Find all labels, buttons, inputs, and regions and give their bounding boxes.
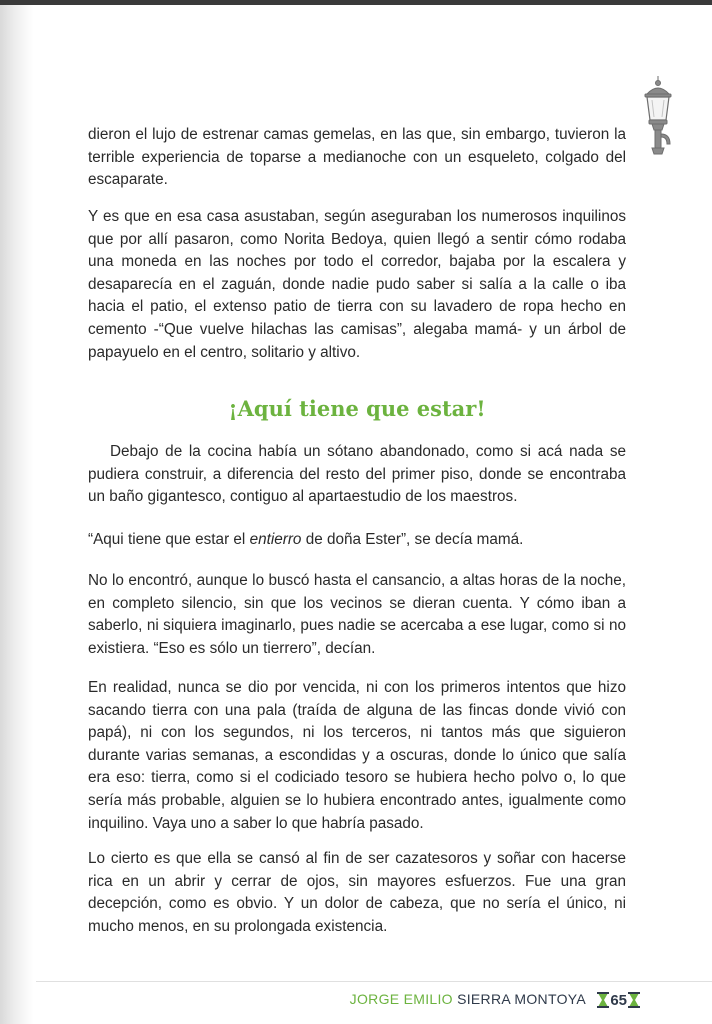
paragraph-4-start: “Aqui tiene que estar el: [88, 531, 250, 548]
paragraph-5: No lo encontró, aunque lo buscó hasta el cansancio, a altas horas de la noche, en completo silencio, sin que los vecinos se dieran cuenta. Y cómo iban a saberlo, ni siquiera imaginarlo, pues nadie se acercaba a ese lugar, como si no existiera. “Eso es sólo un tierrero”, decían.: [88, 572, 626, 657]
paragraph-1: dieron el lujo de estrenar camas gemelas, en las que, sin embargo, tuvieron la terrible experiencia de toparse a medianoche con un esqueleto, colgado del escaparate.: [88, 126, 626, 189]
page-number-block: [597, 990, 640, 1010]
paragraph-2: Y es que en esa casa asustaban, según aseguraban los numerosos inquilinos que por allí pasaron, como Norita Bedoya, quien llegó a sentir cómo rodaba una moneda en las noches por todo el corredor, bajaba por la escalera y desaparecía en el zaguán, donde nadie pudo saber si salía a la calle o iba hacia el patio, el extenso patio de tierra con su lavadero de ropa hecho en cemento -“Que vuelve hilachas las camisas”, alegaba mamá- y un árbol de papayuelo en el centro, solitario y altivo.: [88, 208, 626, 361]
paragraph-7: Lo cierto es que ella se cansó al fin de ser cazatesoros y soñar con hacerse rica en un abrir y cerrar de ojos, sin mayores esfuerzos. Fue una gran decepción, como es obvio. Y un dolor de cabeza, que no sería el único, ni mucho menos, en su prolongada existencia.: [88, 850, 626, 935]
author-name: [350, 991, 586, 1007]
footer-divider: [36, 981, 712, 982]
page-number: 65: [610, 991, 627, 1009]
paragraph-4-italic: entierro: [249, 531, 302, 548]
paragraph-4-end: de doña Ester”, se decía mamá.: [301, 531, 524, 548]
page-gutter-shadow: [0, 5, 34, 1024]
paragraph-3: Debajo de la cocina había un sótano abandonado, como si acá nada se pudiera construir, a diferencia del resto del primer piso, donde se encontraba un baño gigantesco, contiguo al apartaestudio de los maestros.: [88, 443, 626, 506]
author-first-name: JORGE EMILIO: [349, 991, 453, 1007]
paragraph-6: En realidad, nunca se dio por vencida, ni con los primeros intentos que hizo sacando tierra con una pala (traída de alguna de las fincas donde vivió con papá), ni con los segundos, ni los terceros, ni tantos más que siguieron durante varias semanas, a escondidas y a oscuras, donde lo único que salía era eso: tierra, como si el codiciado tesoro se hubiera hecho polvo o, lo que sería más probable, alguien se lo hubiera encontrado antes, igualmente como inquilino. Vaya uno a saber lo que habría pasado.: [88, 679, 626, 832]
paragraph-4: [88, 529, 626, 552]
hourglass-ornament-icon: [597, 992, 609, 1008]
hourglass-ornament-icon-right: [628, 992, 640, 1008]
author-last-name: SIERRA MONTOYA: [457, 991, 586, 1007]
section-heading: ¡Aquí tiene que estar!: [228, 396, 486, 421]
street-lamp-icon: [640, 74, 676, 158]
top-edge-bar: [0, 0, 712, 5]
page-footer: [0, 981, 712, 1024]
